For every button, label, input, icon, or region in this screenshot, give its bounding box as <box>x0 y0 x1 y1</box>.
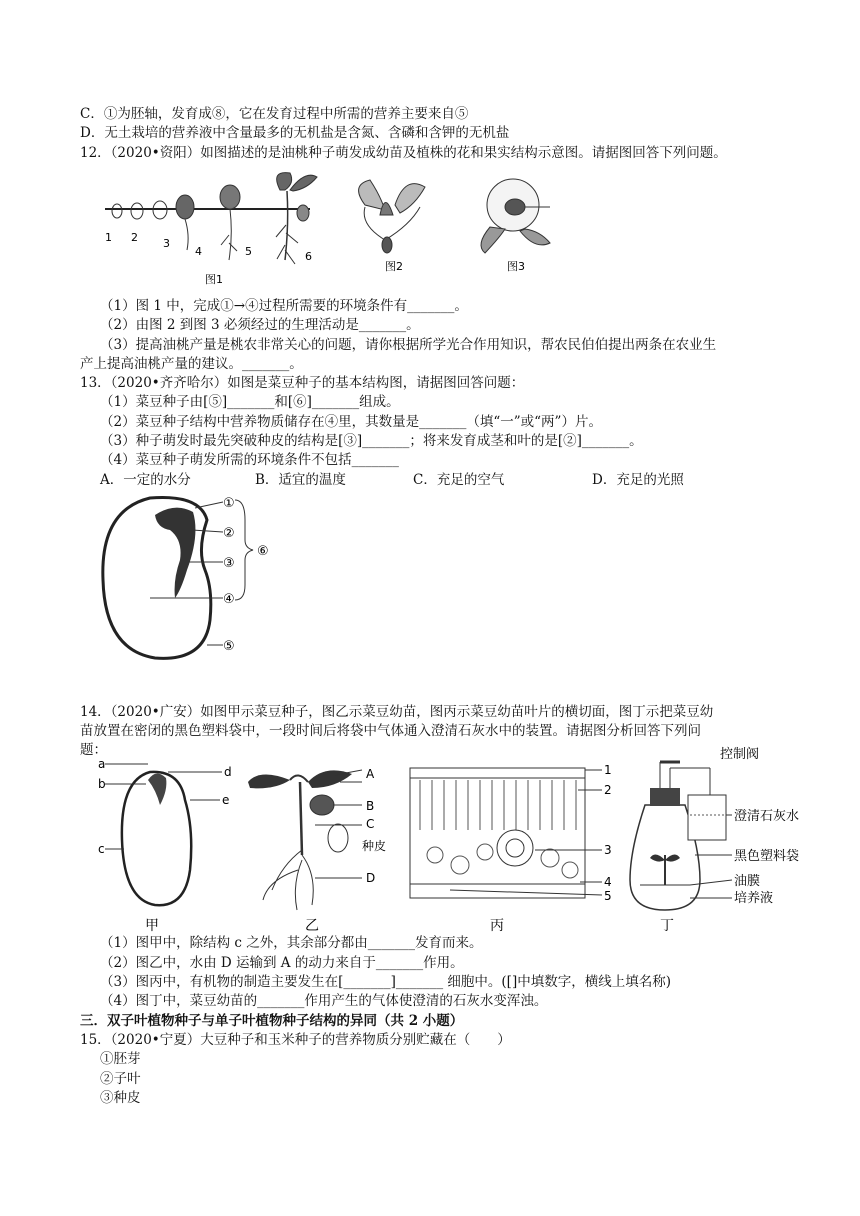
stage-label-4: 4 <box>195 245 202 258</box>
ding-label-black-bag: 黑色塑料袋 <box>734 849 800 864</box>
fig12-caption-2: 图2 <box>385 260 403 273</box>
q14-figure <box>90 747 830 935</box>
q12-sub-2: （2）由图 2 到图 3 必须经过的生理活动是_______。 <box>100 317 420 333</box>
q14-sub-2: （2）图乙中，水由 D 运输到 A 的动力来自于_______作用。 <box>100 955 464 971</box>
fig12-caption-3: 图3 <box>507 260 525 273</box>
jia-label-a: a <box>98 757 106 771</box>
stage-label-1: 1 <box>105 231 112 244</box>
q13-sub-2: （2）菜豆种子结构中营养物质储存在④里，其数量是_______（填“一”或“两”）片。 <box>100 414 602 430</box>
option-d: D．无土栽培的营养液中含量最多的无机盐是含氮、含磷和含钾的无机盐 <box>80 125 510 141</box>
q13-sub-1: （1）菜豆种子由[⑤]_______和[⑥]_______组成。 <box>100 394 400 410</box>
caption-ding: 丁 <box>660 918 674 934</box>
caption-jia: 甲 <box>145 918 159 934</box>
q14-stem-b: 苗放置在密闭的黑色塑料袋中，一段时间后将袋中气体通入澄清石灰水中的装置。请据图分析回答下列问 <box>80 723 701 739</box>
q15-option-2: ②子叶 <box>100 1071 141 1087</box>
yi-label-d: D <box>366 871 376 885</box>
q13-sub-4: （4）菜豆种子萌发所需的环境条件不包括_______ <box>100 452 399 468</box>
jia-label-e: e <box>222 793 230 807</box>
q14-sub-1: （1）图甲中，除结构 c 之外，其余部分都由_______发育而来。 <box>100 935 483 951</box>
q13-option-b: B．适宜的温度 <box>255 472 346 488</box>
stage-label-2: 2 <box>131 231 138 244</box>
q12-sub-1: （1）图 1 中，完成①→④过程所需要的环境条件有_______。 <box>100 298 468 314</box>
q12-sub-3a: （3）提高油桃产量是桃农非常关心的问题，请你根据所学光合作用知识，帮农民伯伯提出两条在农业生 <box>100 337 717 353</box>
caption-yi: 乙 <box>305 918 319 934</box>
q13-sub-3: （3）种子萌发时最先突破种皮的结构是[③]_______；将来发育成茎和叶的是[②]_______。 <box>100 433 643 449</box>
bing-label-4: 4 <box>604 875 612 889</box>
section-3-heading: 三．双子叶植物种子与单子叶植物种子结构的异同（共 2 小题） <box>80 1013 464 1029</box>
jia-label-b: b <box>98 777 106 791</box>
q12-stem: 12．（2020•资阳）如图描述的是油桃种子萌发成幼苗及植株的花和果实结构示意图。请据图回答下列问题。 <box>80 145 727 161</box>
seed-label-3: ③ <box>223 556 235 571</box>
q14-stem-c: 题： <box>80 742 107 758</box>
bing-label-5: 5 <box>604 889 612 903</box>
seed-label-2: ② <box>223 526 235 541</box>
ding-label-oil-film: 油膜 <box>734 874 761 889</box>
yi-label-a: A <box>366 767 375 781</box>
bing-label-3: 3 <box>604 843 612 857</box>
q13-option-c: C．充足的空气 <box>413 472 505 488</box>
stage-label-3: 3 <box>163 237 170 250</box>
q13-bean-seed-figure <box>95 490 315 665</box>
q14-sub-3: （3）图丙中，有机物的制造主要发生在[_______]_______ 细胞中。([]中填数字，横线上填名称) <box>100 974 671 990</box>
seed-label-6: ⑥ <box>257 544 269 559</box>
seed-label-4: ④ <box>223 592 235 607</box>
yi-label-c: C <box>366 817 375 831</box>
fig12-caption-1: 图1 <box>205 273 223 286</box>
q15-option-1: ①胚芽 <box>100 1051 141 1067</box>
q15-stem: 15．（2020•宁夏）大豆种子和玉米种子的营养物质分别贮藏在（ ） <box>80 1032 511 1048</box>
jia-label-c: c <box>98 842 105 856</box>
stage-label-6: 6 <box>305 250 312 263</box>
bing-label-1: 1 <box>604 763 612 777</box>
ding-label-limewater: 澄清石灰水 <box>734 809 800 824</box>
option-c: C．①为胚轴，发育成⑧，它在发育过程中所需的营养主要来自⑤ <box>80 106 469 122</box>
jia-label-d: d <box>224 765 232 779</box>
yi-label-seed-coat: 种皮 <box>362 839 387 853</box>
bing-label-2: 2 <box>604 783 612 797</box>
seed-label-1: ① <box>223 496 235 511</box>
caption-bing: 丙 <box>490 918 504 934</box>
q13-option-d: D．充足的光照 <box>592 472 684 488</box>
ding-label-nutrient: 培养液 <box>734 891 774 906</box>
yi-label-b: B <box>366 799 375 813</box>
q13-stem: 13．（2020•齐齐哈尔）如图是菜豆种子的基本结构图，请据图回答问题： <box>80 375 525 391</box>
q14-stem-a: 14．（2020•广安）如图甲示菜豆种子，图乙示菜豆幼苗，图丙示菜豆幼苗叶片的横切面，图丁示把菜豆幼 <box>80 704 714 720</box>
q12-sub-3b: 产上提高油桃产量的建议。_______。 <box>80 356 303 372</box>
seed-label-5: ⑤ <box>223 639 235 654</box>
q12-figure <box>95 165 575 295</box>
stage-label-5: 5 <box>245 245 252 258</box>
ding-label-valve: 控制阀 <box>720 747 760 762</box>
q13-option-a: A．一定的水分 <box>100 472 191 488</box>
q14-sub-4: （4）图丁中，菜豆幼苗的_______作用产生的气体使澄清的石灰水变浑浊。 <box>100 993 548 1009</box>
q15-option-3: ③种皮 <box>100 1090 141 1106</box>
